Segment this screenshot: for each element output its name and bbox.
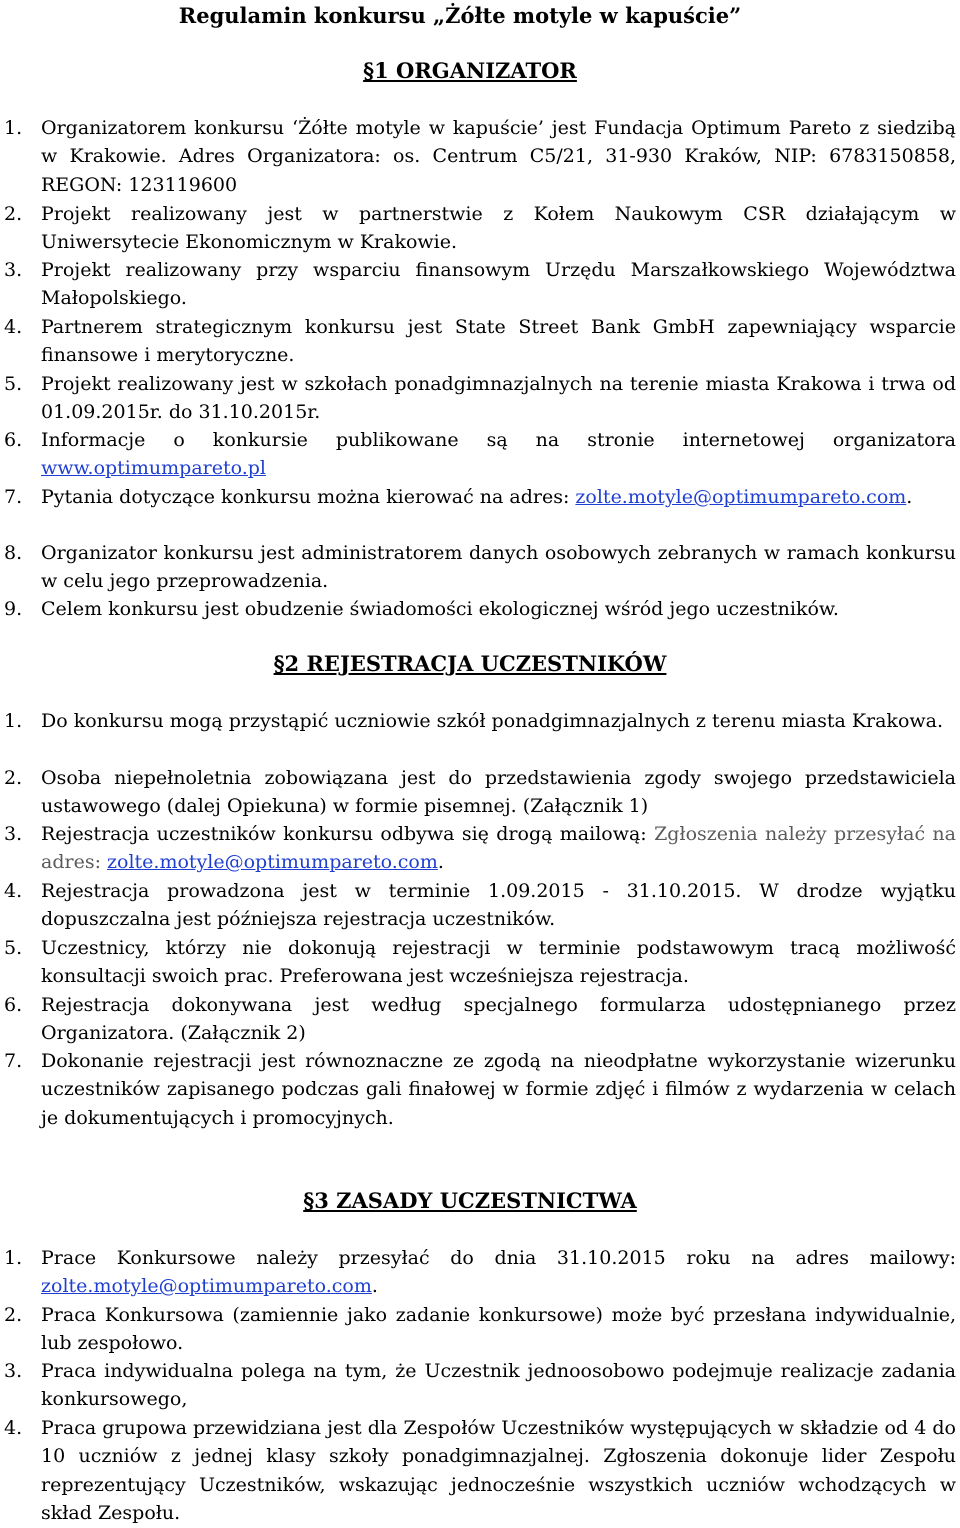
text-segment: Organizator konkursu jest administratorem danych osobowych zebranych w ramach konkursu w celu jego przeprowadzenia. [41, 542, 956, 593]
text-segment: Osoba niepełnoletnia zobowiązana jest do przedstawienia zgody swojego przedstawiciela ustawowego (dalej Opiekuna) w formie pisemnej. (Załącznik 1) [41, 767, 956, 818]
list-item-text [41, 877, 956, 934]
text-segment: Projekt realizowany jest w szkołach ponadgimnazjalnych na terenie miasta Krakowa i trwa od 01.09.2015r. do 31.10.2015r. [41, 373, 956, 424]
list-item-text [41, 991, 956, 1048]
list-item [0, 200, 956, 257]
list-item-number: 1. [4, 1247, 23, 1269]
list-item [0, 991, 956, 1048]
list-item-text [41, 1047, 956, 1132]
list-item [0, 1244, 956, 1301]
list-item [0, 313, 956, 370]
list-item [0, 820, 956, 877]
list-item [0, 877, 956, 934]
list-item-text [41, 426, 956, 483]
email-or-web-link[interactable]: zolte.motyle@optimumpareto.com [575, 486, 907, 508]
list-item [0, 707, 956, 735]
text-segment: . [906, 486, 913, 508]
document-title: Regulamin konkursu „Żółte motyle w kapuście” [178, 3, 742, 28]
text-segment: . [371, 1275, 378, 1298]
list-item-text [41, 1357, 956, 1414]
list-item-number: 6. [4, 429, 23, 451]
text-segment: Rejestracja prowadzona jest w terminie 1.09.2015 - 31.10.2015. W drodze wyjątku dopuszczalna jest późniejsza rejestracja uczestników. [41, 880, 956, 931]
list-item [0, 1047, 956, 1132]
list-item-number: 3. [4, 823, 23, 845]
list-item-number: 4. [4, 880, 23, 902]
list-item [0, 1414, 956, 1528]
text-segment: . [437, 851, 444, 874]
list-item-number: 2. [4, 1304, 23, 1326]
text-segment: Partnerem strategicznym konkursu jest State Street Bank GmbH zapewniający wsparcie finansowe i merytoryczne. [41, 316, 956, 367]
list-item [0, 595, 956, 623]
list-item [0, 256, 956, 313]
list-item-text [41, 764, 956, 821]
list-item [0, 370, 956, 427]
list-item-number: 9. [4, 598, 23, 620]
section-heading-text: §3 ZASADY UCZESTNICTWA [303, 1188, 637, 1213]
list-item-text [41, 483, 956, 511]
text-segment: Uczestnicy, którzy nie dokonują rejestracji w terminie podstawowym tracą możliwość konsultacji swoich prac. Preferowana jest wcześniejsza rejestracja. [41, 937, 956, 988]
list-item-number: 4. [4, 1417, 23, 1439]
section-heading [0, 57, 940, 85]
list-item-text [41, 370, 956, 427]
list-item-text [41, 1301, 956, 1358]
list-item-text [41, 707, 956, 735]
text-segment: Rejestracja dokonywana jest według specjalnego formularza udostępnianego przez Organizatora. (Załącznik 2) [41, 994, 956, 1045]
text-segment: Dokonanie rejestracji jest równoznaczne ze zgodą na nieodpłatne wykorzystanie wizerunku uczestników zapisanego podczas gali finałowej w formie zdjęć i filmów z wydarzenia w celach je dokumentujących i promocyjnych. [41, 1050, 956, 1129]
email-or-web-link[interactable]: zolte.motyle@optimumpareto.com [107, 851, 438, 874]
list-item-number: 3. [4, 259, 23, 281]
list-item [0, 1301, 956, 1358]
text-segment: Praca indywidualna polega na tym, że Uczestnik jednoosobowo podejmuje realizacje zadania konkursowego, [41, 1360, 956, 1411]
section-heading-text: §2 REJESTRACJA UCZESTNIKÓW [273, 651, 667, 676]
list-item-number: 6. [4, 994, 23, 1016]
list-item-number: 1. [4, 710, 23, 732]
list-item-number: 7. [4, 486, 23, 508]
list-item-number: 5. [4, 373, 23, 395]
text-segment: Celem konkursu jest obudzenie świadomości ekologicznej wśród jego uczestników. [41, 598, 839, 620]
list-item [0, 539, 956, 596]
text-segment: Projekt realizowany jest w partnerstwie z Kołem Naukowym CSR działającym w Uniwersytecie Ekonomicznym w Krakowie. [41, 203, 956, 254]
email-or-web-link[interactable]: www.optimumpareto.pl [41, 457, 266, 480]
list-item-text [41, 313, 956, 370]
list-item [0, 114, 956, 199]
list-item [0, 426, 956, 483]
text-segment: Praca grupowa przewidziana jest dla Zespołów Uczestników występujących w składzie od 4 do 10 uczniów z jednej klasy szkoły ponadgimnazjalnej. Zgłoszenia dokonuje lider Zespołu reprezentujący Uczestników, wskazując jednocześnie wszystkich uczniów wchodzących w skład Zespołu. [41, 1417, 956, 1525]
text-segment: Do konkursu mogą przystąpić uczniowie szkół ponadgimnazjalnych z terenu miasta Krakowa. [41, 710, 944, 732]
section-heading [0, 650, 940, 678]
list-item [0, 1357, 956, 1414]
list-item-number: 7. [4, 1050, 23, 1072]
list-item-number: 2. [4, 203, 23, 225]
email-or-web-link[interactable]: zolte.motyle@optimumpareto.com [41, 1275, 372, 1298]
section-heading [0, 1187, 940, 1215]
list-item-text [41, 820, 956, 877]
text-segment: Prace Konkursowe należy przesyłać do dnia 31.10.2015 roku na adres mailowy: [41, 1247, 956, 1269]
list-item-text [41, 539, 956, 596]
list-item [0, 483, 956, 511]
list-item-number: 4. [4, 316, 23, 338]
text-segment: Projekt realizowany przy wsparciu finansowym Urzędu Marszałkowskiego Województwa Małopolskiego. [41, 259, 956, 310]
list-item-number: 8. [4, 542, 23, 564]
text-segment: Informacje o konkursie publikowane są na stronie internetowej organizatora [41, 429, 956, 451]
list-item-text [41, 256, 956, 313]
list-item [0, 934, 956, 991]
list-item-number: 2. [4, 767, 23, 789]
list-item-text [41, 200, 956, 257]
text-segment: Rejestracja uczestników konkursu odbywa się drogą mailową: [41, 823, 655, 845]
text-segment: Praca Konkursowa (zamiennie jako zadanie konkursowe) może być przesłana indywidualnie, lub zespołowo. [41, 1304, 956, 1355]
list-item-text [41, 1414, 956, 1528]
list-item-text [41, 934, 956, 991]
list-item-number: 1. [4, 117, 23, 139]
list-item-number: 3. [4, 1360, 23, 1382]
list-item-text [41, 595, 956, 623]
list-item-text [41, 1244, 956, 1301]
list-item-number: 5. [4, 937, 23, 959]
highlighted-text: Zgłoszenia należy przesyłać na adres: [41, 823, 957, 874]
text-segment: Pytania dotyczące konkursu można kierować na adres: [41, 486, 576, 508]
text-segment: Organizatorem konkursu ‘Żółte motyle w kapuście’ jest Fundacja Optimum Pareto z siedzibą w Krakowie. Adres Organizatora: os. Centrum C5/21, 31-930 Kraków, NIP: 6783150858, REGON: 123119600 [41, 117, 956, 196]
section-heading-text: §1 ORGANIZATOR [363, 58, 577, 83]
list-item [0, 764, 956, 821]
list-item-text [41, 114, 956, 199]
